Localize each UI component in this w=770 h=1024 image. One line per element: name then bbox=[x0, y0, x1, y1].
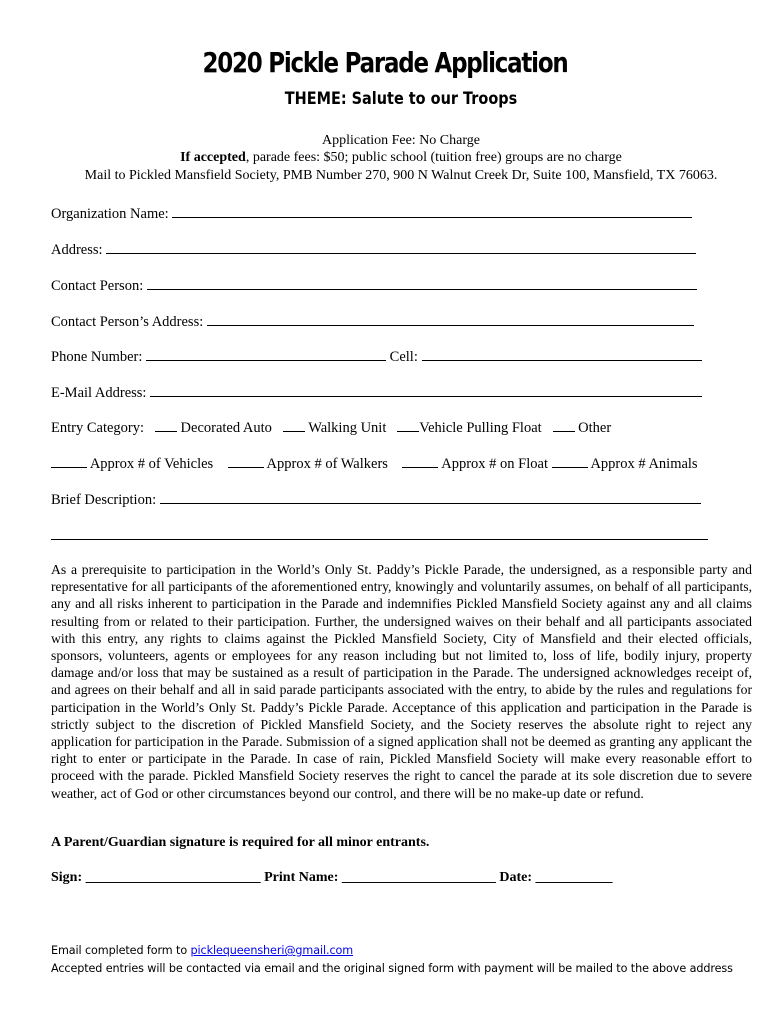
approx-on-float-field[interactable] bbox=[402, 454, 438, 468]
contact-person-row bbox=[51, 276, 697, 295]
approx-animals-label: Approx # Animals bbox=[590, 456, 698, 472]
address-row bbox=[51, 240, 696, 259]
cell-field[interactable] bbox=[422, 347, 702, 361]
application-fee: Application Fee: No Charge bbox=[322, 133, 480, 148]
phone-number-label: Phone Number: bbox=[51, 349, 143, 365]
approx-animals-field[interactable] bbox=[552, 454, 588, 468]
entry-category-row bbox=[51, 418, 611, 437]
email-instruction bbox=[51, 944, 353, 957]
brief-description-row bbox=[51, 490, 701, 509]
cell-label: Cell: bbox=[389, 349, 418, 365]
brief-description-label: Brief Description: bbox=[51, 492, 157, 508]
approx-counts-row bbox=[51, 454, 698, 473]
brief-description-extra-line[interactable] bbox=[51, 539, 708, 540]
contact-address-field[interactable] bbox=[207, 312, 694, 326]
accepted-entries-note: Accepted entries will be contacted via email and the original signed form with payment will be mailed to the above address bbox=[51, 962, 733, 975]
print-name-field[interactable]: Print Name: ______________________ bbox=[264, 870, 496, 885]
organization-name-row bbox=[51, 204, 692, 223]
approx-walkers-label: Approx # of Walkers bbox=[266, 456, 388, 472]
liability-waiver-text: As a prerequisite to participation in the World’s Only St. Paddy’s Pickle Parade, the undersigned, as a responsible party and representative for all participants of the aforementioned entry, knowingly and voluntarily assumes, on behalf of all participants, any and all risks inherent to participation in the Parade and indemnifies Pickled Mansfield Society against any and all claims resulting from or related to their participation. Further, the undersigned waives on their behalf and all participants associated with this entry, any rights to claims against the Pickled Mansfield Society, City of Mansfield and their elected officials, sponsors, volunteers, agents or employees for any reason including but not limited to, loss of life, bodily injury, property damage and/or loss that may be sustained as a result of participation in the Parade. The undersigned acknowledges receipt of, and agrees on their behalf and all in said parade participants associated with the entry, to abide by the rules and regulations for participation in the World’s Only St. Paddy’s Pickle Parade. Acceptance of this application and participation in the Parade is strictly subject to the discretion of Pickled Mansfield Society, and the Society reserves the absolute right to reject any application for participation in the Parade. Submission of a signed application shall not be deemed as granting any applicant the right to enter or participate in the Parade. In case of rain, Pickled Mansfield Society will make every reasonable effort to proceed with the parade. Pickled Mansfield Society reserves the right to cancel the parade at its sole discretion due to severe weather, act of God or other circumstances beyond our control, and there will be no make-up date or refund. bbox=[51, 562, 752, 801]
email-address-field[interactable] bbox=[150, 383, 702, 397]
mailing-address: Mail to Pickled Mansfield Society, PMB Number 270, 900 N Walnut Creek Dr, Suite 100, Mansfield, TX 76063. bbox=[84, 168, 718, 183]
email-link[interactable]: picklequeensheri@gmail.com bbox=[190, 944, 354, 957]
other-checkbox[interactable] bbox=[553, 418, 575, 432]
address-label: Address: bbox=[51, 242, 103, 258]
contact-address-row bbox=[51, 312, 694, 331]
walking-unit-label: Walking Unit bbox=[308, 420, 387, 436]
contact-person-label: Contact Person: bbox=[51, 278, 144, 294]
email-instruction-text: Email completed form to bbox=[51, 944, 191, 957]
decorated-auto-checkbox[interactable] bbox=[155, 418, 177, 432]
parade-fees-text: , parade fees: $50; public school (tuition free) groups are no charge bbox=[245, 150, 622, 165]
date-field[interactable]: Date: ___________ bbox=[499, 870, 613, 885]
vehicle-pulling-float-label: Vehicle Pulling Float bbox=[419, 420, 542, 436]
theme-subtitle: THEME: Salute to our Troops bbox=[284, 89, 518, 109]
guardian-note: A Parent/Guardian signature is required for all minor entrants. bbox=[51, 835, 430, 850]
email-address-label: E-Mail Address: bbox=[51, 385, 147, 401]
vehicle-pulling-float-checkbox[interactable] bbox=[397, 418, 419, 432]
approx-on-float-label: Approx # on Float bbox=[441, 456, 548, 472]
email-row bbox=[51, 383, 702, 402]
other-label: Other bbox=[578, 420, 612, 436]
contact-person-field[interactable] bbox=[147, 276, 697, 290]
entry-category-label: Entry Category: bbox=[51, 420, 145, 436]
approx-vehicles-label: Approx # of Vehicles bbox=[89, 456, 214, 472]
approx-vehicles-field[interactable] bbox=[51, 454, 87, 468]
sign-field[interactable]: Sign: _________________________ bbox=[51, 870, 261, 885]
organization-name-field[interactable] bbox=[172, 204, 692, 218]
parade-fees bbox=[0, 150, 770, 166]
brief-description-field[interactable] bbox=[160, 490, 701, 504]
decorated-auto-label: Decorated Auto bbox=[180, 420, 272, 436]
address-field[interactable] bbox=[106, 240, 696, 254]
contact-address-label: Contact Person’s Address: bbox=[51, 314, 204, 330]
if-accepted-label: If accepted bbox=[180, 150, 246, 165]
approx-walkers-field[interactable] bbox=[228, 454, 264, 468]
organization-name-label: Organization Name: bbox=[51, 206, 169, 222]
phone-number-field[interactable] bbox=[146, 347, 386, 361]
phone-row bbox=[51, 347, 702, 366]
page-title: 2020 Pickle Parade Application bbox=[202, 46, 568, 79]
walking-unit-checkbox[interactable] bbox=[283, 418, 305, 432]
signature-row bbox=[51, 870, 613, 886]
